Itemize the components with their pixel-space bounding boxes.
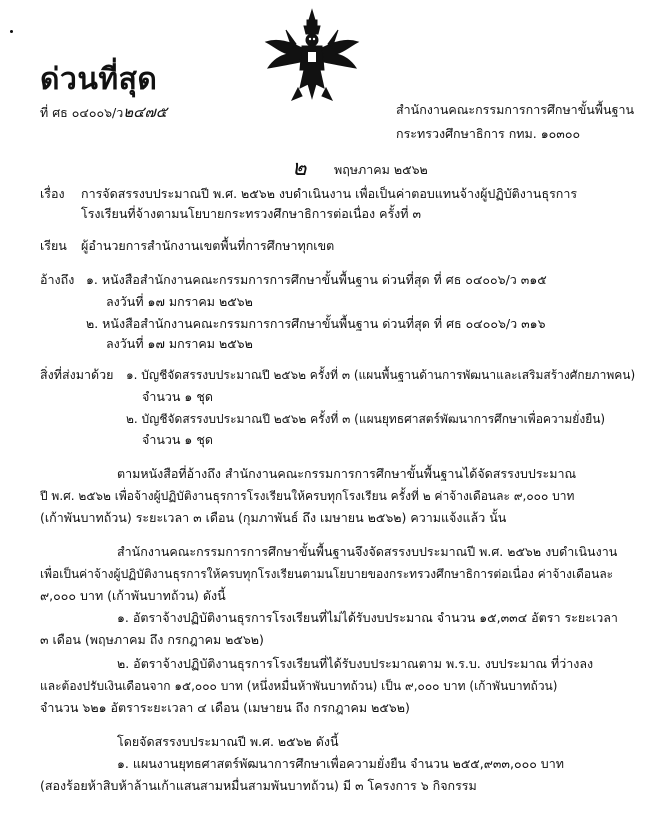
paragraph-1-line-3: (เก้าพันบาทถ้วน) ระยะเวลา ๓ เดือน (กุมภาพันธ์ ถึง เมษายน ๒๕๖๒) ความแจ้งแล้ว นั้น bbox=[40, 510, 507, 525]
date-month-year: พฤษภาคม ๒๕๖๒ bbox=[334, 162, 428, 177]
paragraph-3: โดยจัดสรรงบประมาณปี พ.ศ. ๒๕๖๒ ดังนี้ bbox=[117, 734, 339, 749]
subject-label: เรื่อง bbox=[40, 186, 65, 201]
enclosure-2-line-1: ๒. บัญชีจัดสรรงบประมาณปี ๒๕๖๒ ครั้งที่ ๓ (แผนยุทธศาสตร์พัฒนาการศึกษาเพื่อความยั่งยืน) bbox=[126, 412, 606, 426]
allocation-item-2-line-2: และต้องปรับเงินเดือนจาก ๑๕,๐๐๐ บาท (หนึ่งหมื่นห้าพันบาทถ้วน) เป็น ๙,๐๐๐ บาท (เก้าพันบาทถ้วน) bbox=[40, 679, 558, 693]
plan-1-line-2: (สองร้อยห้าสิบห้าล้านเก้าแสนสามหมื่นสามพันบาทถ้วน) มี ๓ โครงการ ๖ กิจกรรม bbox=[40, 778, 477, 793]
allocation-item-1-line-2: ๓ เดือน (พฤษภาคม ถึง กรกฎาคม ๒๕๖๒) bbox=[40, 632, 264, 647]
paragraph-2-line-2: เพื่อเป็นค่าจ้างผู้ปฏิบัติงานธุรการให้ครบทุกโรงเรียนตามนโยบายของกระทรวงศึกษาธิการต่อเนื่อง ค่าจ้างเดือนละ bbox=[40, 567, 614, 581]
allocation-item-2-line-3: จำนวน ๖๒๑ อัตราระยะเวลา ๔ เดือน (เมษายน ถึง กรกฎาคม ๒๕๖๒) bbox=[40, 700, 410, 715]
document-number bbox=[40, 100, 167, 124]
references-label: อ้างถึง bbox=[40, 272, 75, 287]
reference-2-line-1: ๒. หนังสือสำนักงานคณะกรรมการการศึกษาขั้นพื้นฐาน ด่วนที่สุด ที่ ศธ ๐๔๐๐๖/ว ๓๑๖ bbox=[86, 316, 546, 331]
reference-1-line-1: ๑. หนังสือสำนักงานคณะกรรมการการศึกษาขั้นพื้นฐาน ด่วนที่สุด ที่ ศธ ๐๔๐๐๖/ว ๓๑๕ bbox=[86, 272, 547, 287]
allocation-item-1-line-1: ๑. อัตราจ้างปฏิบัติงานธุรการโรงเรียนที่ไม่ได้รับงบประมาณ จำนวน ๑๕,๓๓๔ อัตรา ระยะเวลา bbox=[117, 610, 618, 625]
allocation-item-2-line-1: ๒. อัตราจ้างปฏิบัติงานธุรการโรงเรียนที่ได้รับงบประมาณตาม พ.ร.บ. งบประมาณ ที่ว่างลง bbox=[117, 656, 594, 671]
reference-1-line-2: ลงวันที่ ๑๗ มกราคม ๒๕๖๒ bbox=[106, 294, 253, 309]
scan-speck bbox=[10, 30, 13, 33]
document-number-prefix: ที่ ศธ ๐๔๐๐๖/ว bbox=[40, 105, 124, 120]
enclosure-1-line-2: จำนวน ๑ ชุด bbox=[142, 389, 213, 404]
paragraph-1-line-2: ปี พ.ศ. ๒๕๖๒ เพื่อจ้างผู้ปฏิบัติงานธุรการโรงเรียนให้ครบทุกโรงเรียน ครั้งที่ ๒ ค่าจ้างเดือนละ ๙,๐๐๐ บาท bbox=[40, 489, 575, 503]
paragraph-1-line-1: ตามหนังสือที่อ้างถึง สำนักงานคณะกรรมการการศึกษาขั้นพื้นฐานได้จัดสรรงบประมาณ bbox=[117, 466, 577, 481]
document-number-handwritten: ๒๔๗๕ bbox=[123, 103, 168, 121]
enclosures-label: สิ่งที่ส่งมาด้วย bbox=[40, 367, 114, 382]
urgency-stamp: ด่วนที่สุด bbox=[40, 62, 158, 97]
agency-name: สำนักงานคณะกรรมการการศึกษาขั้นพื้นฐาน bbox=[396, 102, 635, 117]
plan-1-line-1: ๑. แผนงานยุทธศาสตร์พัฒนาการศึกษาเพื่อความยั่งยืน จำนวน ๒๕๕,๙๓๓,๐๐๐ บาท bbox=[117, 756, 565, 771]
date-day-handwritten: ๒ bbox=[292, 156, 307, 181]
agency-address: กระทรวงศึกษาธิการ กทม. ๑๐๓๐๐ bbox=[396, 126, 581, 141]
subject-line-1: การจัดสรรงบประมาณปี พ.ศ. ๒๕๖๒ งบดำเนินงาน เพื่อเป็นค่าตอบแทนจ้างผู้ปฏิบัติงานธุรการ bbox=[81, 186, 578, 201]
subject-line-2: โรงเรียนที่จ้างตามนโยบายกระทรวงศึกษาธิการต่อเนื่อง ครั้งที่ ๓ bbox=[81, 206, 422, 221]
paragraph-2-line-1: สำนักงานคณะกรรมการการศึกษาขั้นพื้นฐานจึงจัดสรรงบประมาณปี พ.ศ. ๒๕๖๒ งบดำเนินงาน bbox=[117, 544, 618, 559]
enclosure-2-line-2: จำนวน ๑ ชุด bbox=[142, 432, 213, 447]
garuda-emblem bbox=[262, 8, 362, 104]
enclosure-1-line-1: ๑. บัญชีจัดสรรงบประมาณปี ๒๕๖๒ ครั้งที่ ๓ (แผนพื้นฐานด้านการพัฒนาและเสริมสร้างศักยภาพคน) bbox=[126, 368, 636, 382]
reference-2-line-2: ลงวันที่ ๑๗ มกราคม ๒๕๖๒ bbox=[106, 336, 253, 351]
salutation-recipient: ผู้อำนวยการสำนักงานเขตพื้นที่การศึกษาทุกเขต bbox=[81, 238, 335, 253]
salutation-label: เรียน bbox=[40, 238, 67, 253]
paragraph-2-line-3: ๙,๐๐๐ บาท (เก้าพันบาทถ้วน) ดังนี้ bbox=[40, 588, 226, 603]
